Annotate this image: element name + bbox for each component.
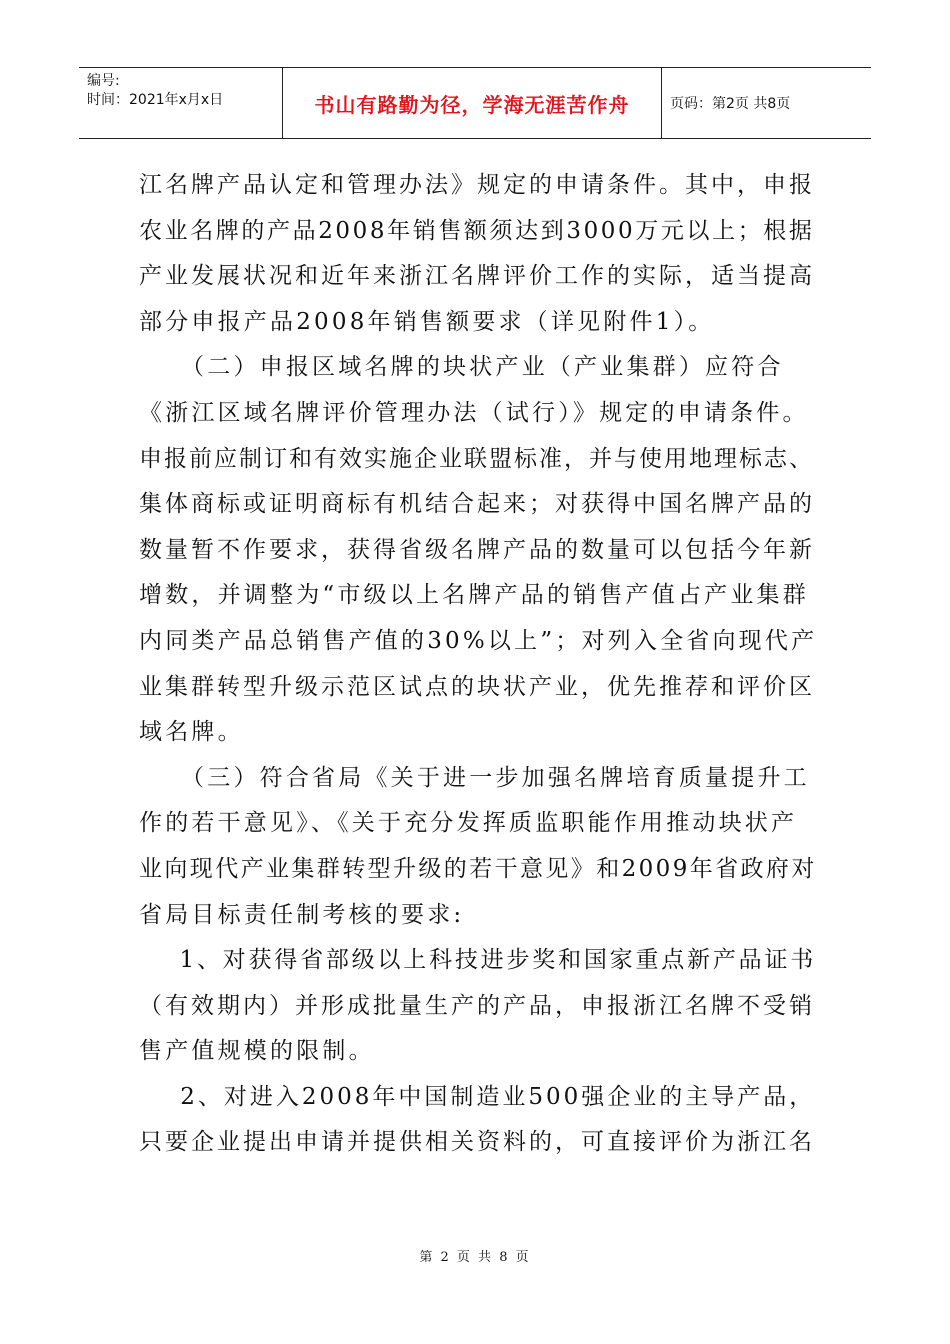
document-time-label: 时间：2021年x月x日 [87, 92, 224, 108]
body-line: 1、对获得省部级以上科技进步奖和国家重点新产品证书 [139, 947, 817, 974]
document-number-label: 编号: [87, 73, 120, 89]
body-line: 产业发展状况和近年来浙江名牌评价工作的实际，适当提高 [139, 263, 815, 290]
body-line: 售产值规模的限制。 [139, 1038, 375, 1065]
body-line: 部分申报产品2008年销售额要求（详见附件1）。 [139, 308, 715, 335]
body-line: 内同类产品总销售产值的30%以上”；对列入全省向现代产 [139, 627, 818, 654]
body-line: 增数，并调整为“市级以上名牌产品的销售产值占产业集群 [139, 582, 809, 609]
header-meta [79, 68, 283, 138]
body-line: 江名牌产品认定和管理办法》规定的申请条件。其中，申报 [139, 172, 815, 198]
document-body [139, 163, 817, 1166]
body-line: 申报前应制订和有效实施企业联盟标准，并与使用地理标志、 [139, 445, 814, 472]
body-line: 集体商标或证明商标有机结合起来；对获得中国名牌产品的 [139, 491, 815, 518]
body-line: 只要企业提出申请并提供相关资料的，可直接评价为浙江名 [139, 1129, 815, 1156]
header-page-code: 页码：第2页 共8页 [670, 96, 791, 112]
header-motto: 书山有路勤为径，学海无涯苦作舟 [283, 68, 662, 138]
body-line: 数量暂不作要求，获得省级名牌产品的数量可以包括今年新 [139, 536, 815, 563]
body-line: （三）符合省局《关于进一步加强名牌培育质量提升工 [139, 764, 810, 791]
body-line: 农业名牌的产品2008年销售额须达到3000万元以上；根据 [139, 217, 815, 244]
body-line: （二）申报区域名牌的块状产业（产业集群）应符合 [139, 354, 784, 381]
body-line: 业集群转型升级示范区试点的块状产业，优先推荐和评价区 [139, 673, 815, 700]
body-line: 域名牌。 [139, 719, 244, 746]
body-line: 业向现代产业集群转型升级的若干意见》和2009年省政府对 [139, 855, 817, 882]
page-footer: 第 2 页 共 8 页 [419, 1250, 531, 1265]
body-line: （有效期内）并形成批量生产的产品，申报浙江名牌不受销 [139, 992, 815, 1019]
body-line: 《浙江区域名牌评价管理办法（试行）》规定的申请条件。 [139, 399, 809, 426]
body-line: 省局目标责任制考核的要求: [139, 901, 465, 928]
body-line: 作的若干意见》、《关于充分发挥质监职能作用推动块状产 [139, 810, 798, 837]
body-line: 2、对进入2008年中国制造业500强企业的主导产品， [139, 1083, 816, 1110]
page-header [79, 67, 871, 139]
